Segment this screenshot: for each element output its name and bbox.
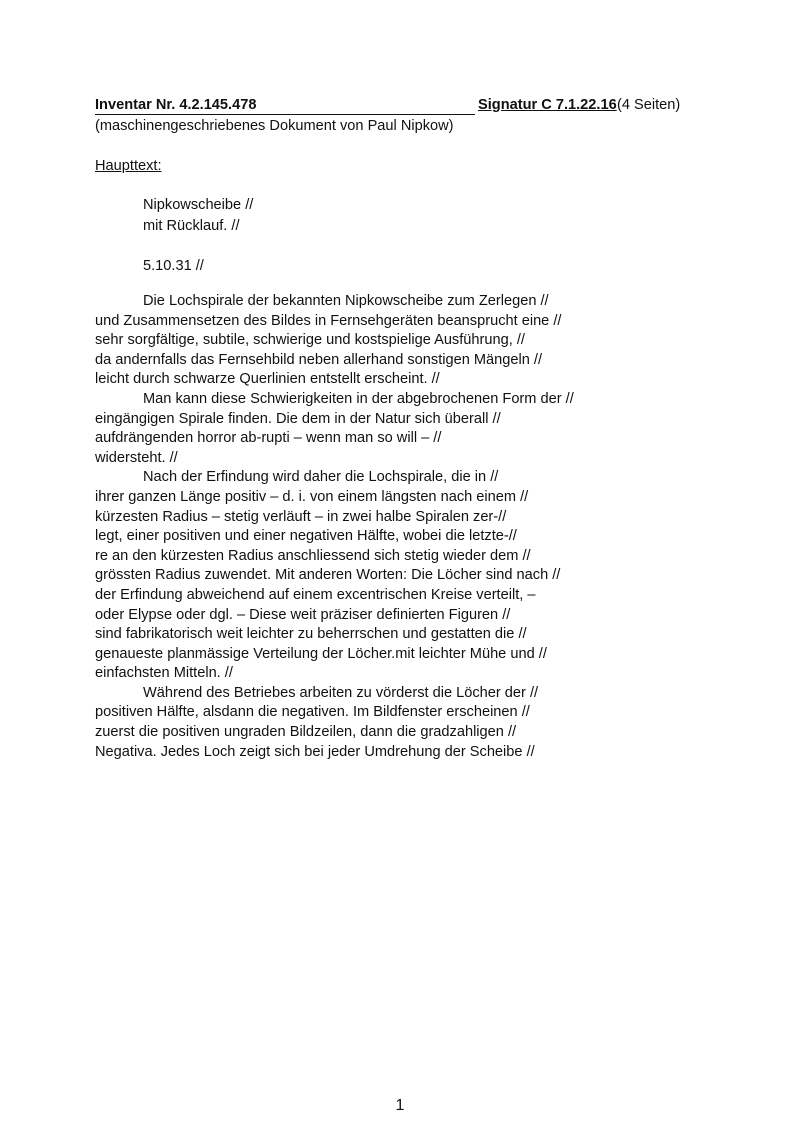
- text-line: re an den kürzesten Radius anschliessend sich stetig wieder dem //: [95, 547, 531, 564]
- text-line: eingängigen Spirale finden. Die dem in der Natur sich überall //: [95, 410, 501, 427]
- document-subtitle: (maschinengeschriebenes Dokument von Paul Nipkow): [95, 118, 454, 134]
- pages-note: (4 Seiten): [617, 97, 681, 113]
- text-line: grössten Radius zuwendet. Mit anderen Worten: Die Löcher sind nach //: [95, 567, 561, 584]
- title-block: [143, 195, 253, 236]
- text-line: einfachsten Mitteln. //: [95, 665, 233, 682]
- text-line: sind fabrikatorisch weit leichter zu beherrschen und gestatten die //: [95, 626, 527, 643]
- text-line: der Erfindung abweichend auf einem excentrischen Kreise verteilt, –: [95, 586, 536, 603]
- document-date: 5.10.31 //: [143, 258, 204, 274]
- text-line: genaueste planmässige Verteilung der Löcher.mit leichter Mühe und //: [95, 645, 547, 662]
- inventory-number: Inventar Nr. 4.2.145.478: [95, 95, 475, 115]
- text-line: Man kann diese Schwierigkeiten in der abgebrochenen Form der //: [143, 390, 574, 407]
- text-line: leicht durch schwarze Querlinien entstellt erscheint. //: [95, 371, 440, 388]
- text-line: legt, einer positiven und einer negativen Hälfte, wobei die letzte-//: [95, 528, 517, 545]
- text-line: widersteht. //: [95, 449, 178, 466]
- title-line: mit Rücklauf. //: [143, 217, 240, 234]
- main-text: [95, 292, 635, 762]
- text-line: und Zusammensetzen des Bildes in Fernsehgeräten beansprucht eine //: [95, 312, 562, 329]
- text-line: da andernfalls das Fernsehbild neben allerhand sonstigen Mängeln //: [95, 351, 543, 368]
- text-line: kürzesten Radius – stetig verläuft – in zwei halbe Spiralen zer-//: [95, 508, 507, 525]
- text-line: ihrer ganzen Länge positiv – d. i. von einem längsten nach einem //: [95, 488, 529, 505]
- text-line: oder Elypse oder dgl. – Diese weit präziser definierten Figuren //: [95, 606, 511, 623]
- section-heading: Haupttext:: [95, 158, 162, 174]
- text-line: aufdrängenden horror ab-rupti – wenn man so will – //: [95, 430, 442, 447]
- text-line: Negativa. Jedes Loch zeigt sich bei jeder Umdrehung der Scheibe //: [95, 743, 535, 760]
- title-line: Nipkowscheibe //: [143, 197, 254, 213]
- text-line: Nach der Erfindung wird daher die Lochspirale, die in //: [143, 469, 499, 486]
- text-line: Die Lochspirale der bekannten Nipkowscheibe zum Zerlegen //: [143, 293, 549, 309]
- text-line: positiven Hälfte, alsdann die negativen. Im Bildfenster erscheinen //: [95, 704, 530, 721]
- text-line: Während des Betriebes arbeiten zu vörderst die Löcher der //: [143, 684, 539, 701]
- page-number: 1: [395, 1097, 405, 1114]
- text-line: zuerst die positiven ungraden Bildzeilen, dann die gradzahligen //: [95, 724, 517, 741]
- signature: Signatur C 7.1.22.16: [478, 97, 617, 113]
- text-line: sehr sorgfältige, subtile, schwierige und kostspielige Ausführung, //: [95, 332, 525, 349]
